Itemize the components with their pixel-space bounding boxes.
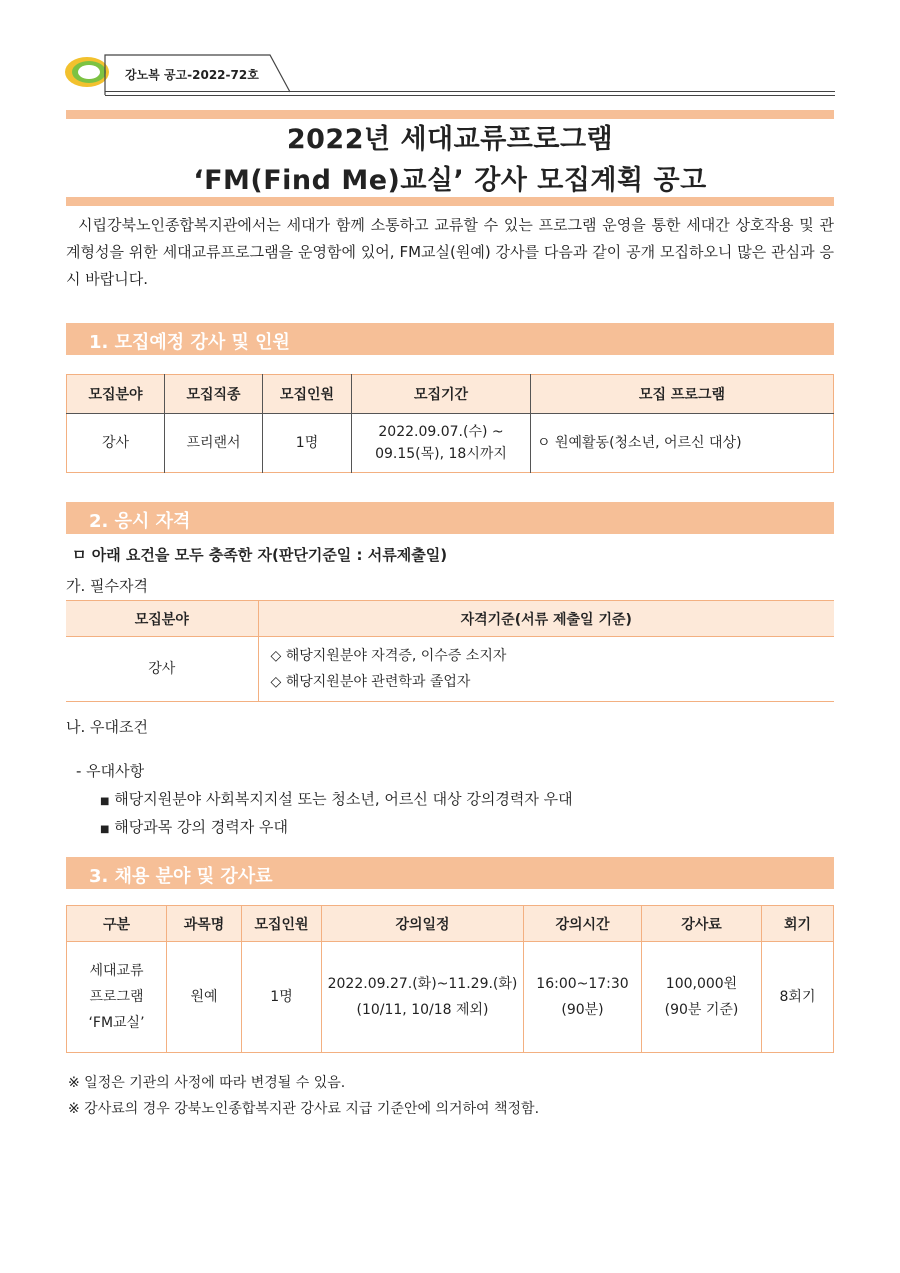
schedule-line: (10/11, 10/18 제외)	[356, 1002, 489, 1018]
schedule-line: 2022.09.27.(화)~11.29.(화)	[327, 976, 518, 992]
preference-text: 해당지원분야 사회복지지설 또는 청소년, 어르신 대상 강의경력자 우대	[114, 790, 573, 808]
subject-cell: 원예	[167, 942, 242, 1053]
category-cell	[67, 942, 167, 1053]
preferred-conditions-label: 나. 우대조건	[66, 718, 148, 736]
document-number: 강노복 공고-2022-72호	[125, 68, 259, 82]
col-header: 모집인원	[263, 375, 352, 414]
fee-table	[66, 905, 834, 1053]
intro-paragraph: 시립강북노인종합복지관에서는 세대가 함께 소통하고 교류할 수 있는 프로그램 운영을 통한 세대간 상호작용 및 관계형성을 위한 세대교류프로그램을 운영함에 있어, FM교실(원예) 강사를 다음과 같이 공개 모집하오니 많은 관심과 응시 바랍니다.	[66, 216, 834, 288]
col-header: 구분	[67, 906, 167, 942]
col-header: 과목명	[167, 906, 242, 942]
col-header: 모집직종	[165, 375, 263, 414]
period-line: 09.15(목), 18시까지	[375, 446, 507, 462]
table-cell: 프리랜서	[165, 414, 263, 473]
category-line: 프로그램	[89, 989, 144, 1005]
sessions-cell: 8회기	[762, 942, 834, 1053]
col-header: 회기	[762, 906, 834, 942]
note-schedule-change: ※ 일정은 기관의 사정에 따라 변경될 수 있음.	[68, 1075, 346, 1091]
col-header: 모집분야	[66, 601, 258, 637]
col-header: 자격기준(서류 제출일 기준)	[258, 601, 834, 637]
fee-cell	[642, 942, 762, 1053]
preferences-title: - 우대사항	[76, 762, 145, 780]
fee-line: (90분 기준)	[664, 1002, 739, 1018]
section2-title: 2. 응시 자격	[89, 511, 191, 532]
title-bar-bottom	[66, 197, 834, 206]
section2-header	[66, 502, 834, 534]
col-header: 모집인원	[242, 906, 322, 942]
program-cell: ㅇ 원예활동(청소년, 어르신 대상)	[531, 414, 834, 473]
header-rule	[105, 91, 835, 92]
time-line: 16:00~17:30	[536, 976, 629, 992]
section3-header	[66, 857, 834, 889]
preference-item	[100, 788, 573, 809]
criteria-item: ◇ 해당지원분야 관련학과 졸업자	[270, 674, 471, 690]
schedule-cell	[322, 942, 524, 1053]
col-header: 강사료	[642, 906, 762, 942]
col-header: 모집기간	[352, 375, 531, 414]
category-line: 세대교류	[89, 963, 144, 979]
note-fee-basis: ※ 강사료의 경우 강북노인종합복지관 강사료 지급 기준안에 의거하여 책정함.	[68, 1101, 540, 1117]
criteria-cell	[258, 637, 834, 702]
period-cell	[352, 414, 531, 473]
criteria-item: ◇ 해당지원분야 자격증, 이수증 소지자	[270, 648, 507, 664]
requirement-text: ㅁ 아래 요건을 모두 충족한 자(판단기준일 : 서류제출일)	[72, 546, 448, 564]
section3-title: 3. 채용 분야 및 강사료	[89, 866, 273, 887]
qualification-table	[66, 600, 834, 702]
col-header: 모집 프로그램	[531, 375, 834, 414]
period-line: 2022.09.07.(수) ~	[378, 424, 504, 440]
table-cell: 강사	[66, 637, 258, 702]
preference-item	[100, 816, 288, 837]
preference-text: 해당과목 강의 경력자 우대	[114, 818, 288, 836]
col-header: 강의시간	[524, 906, 642, 942]
time-cell	[524, 942, 642, 1053]
table-cell: 1명	[263, 414, 352, 473]
col-header: 모집분야	[67, 375, 165, 414]
table-cell: 강사	[67, 414, 165, 473]
count-cell: 1명	[242, 942, 322, 1053]
required-qualification-label: 가. 필수자격	[66, 577, 148, 595]
page-title-line2: ‘FM(Find Me)교실’ 강사 모집계획 공고	[193, 165, 707, 196]
section1-header	[66, 323, 834, 355]
bullet-square-icon: ■	[100, 824, 110, 835]
recruitment-table	[66, 374, 834, 473]
bullet-square-icon: ■	[100, 796, 110, 807]
section1-title: 1. 모집예정 강사 및 인원	[89, 332, 290, 353]
col-header: 강의일정	[322, 906, 524, 942]
category-line: ‘FM교실’	[88, 1015, 145, 1031]
page-title-line1: 2022년 세대교류프로그램	[286, 124, 614, 155]
header-rule-secondary	[105, 95, 835, 96]
time-line: (90분)	[561, 1002, 604, 1018]
fee-line: 100,000원	[665, 976, 738, 992]
